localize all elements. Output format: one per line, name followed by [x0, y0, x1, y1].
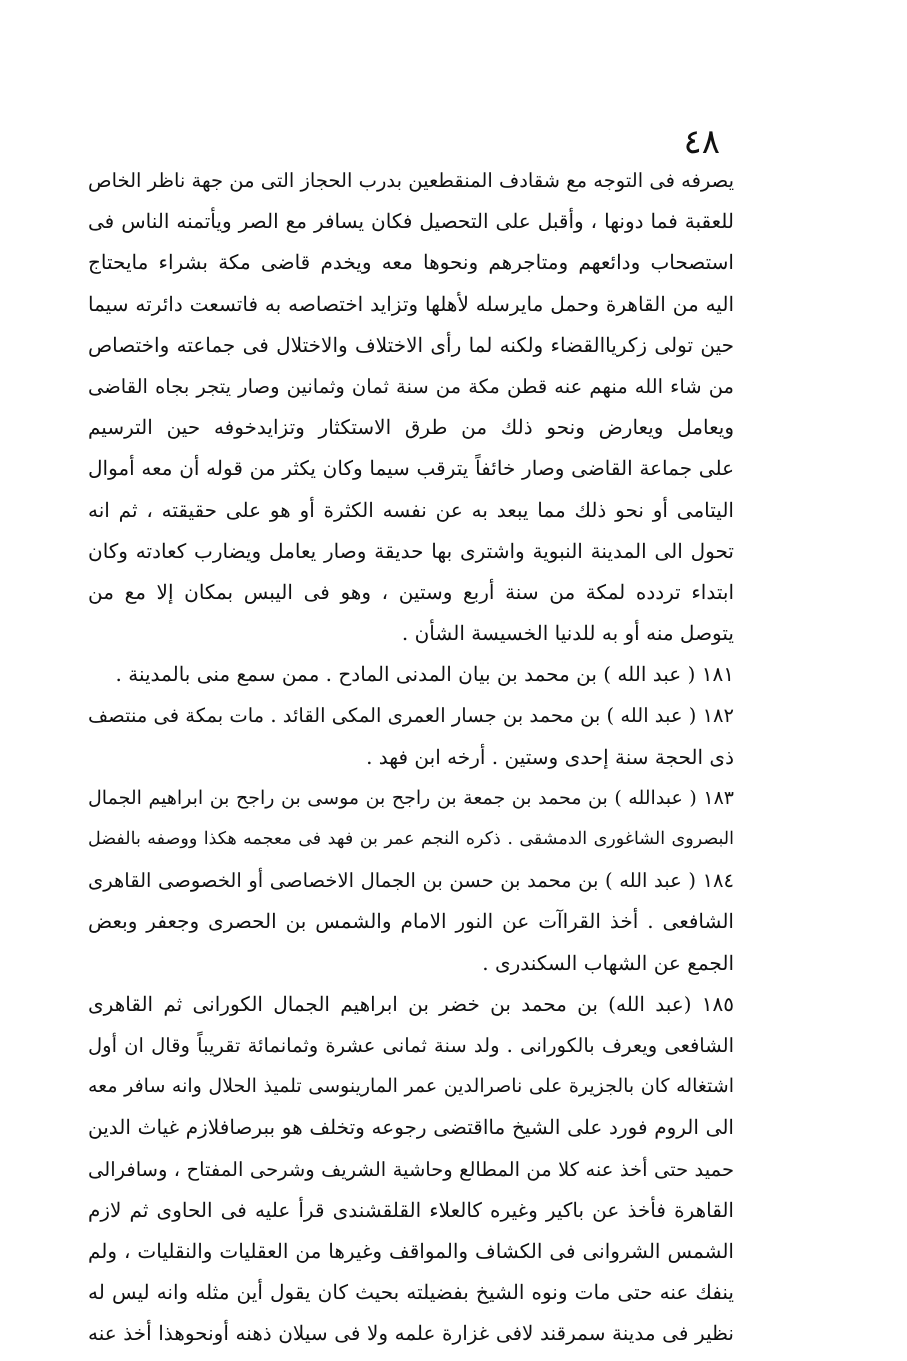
text-line: ١٨٢ ( عبد الله ) بن محمد بن جسار العمرى المكى القائد . مات بمكة فى منتصف: [88, 704, 734, 728]
text-line: للعقبة فما دونها ، وأقبل على التحصيل فكان يسافر مع الصر ويأتمنه الناس فى: [88, 209, 734, 234]
text-line: الشافعى . أخذ القراآت عن النور الامام والشمس بن الحصرى وجعفر وبعض: [88, 909, 734, 934]
text-line: اشتغاله كان بالجزيرة على ناصرالدين عمر المارينوسى تلميذ الحلال وانه سافر معه: [88, 1075, 734, 1098]
text-line: اليه من القاهرة وحمل مايرسله لأهلها وتزايد اختصاصه به فاتسعت دائرته سيما: [88, 291, 734, 316]
text-line: من شاء الله منهم عنه قطن مكة من سنة ثمان وثمانين وصار يتجر بجاه القاضى: [88, 374, 734, 398]
text-line: ١٨٥ (عبد الله) بن محمد بن خضر بن ابراهيم الجمال الكورانى ثم القاهرى: [88, 991, 734, 1016]
page-body-text: [88, 160, 734, 1354]
text-line: يصرفه فى التوجه مع شقادف المنقطعين بدرب الحجاز التى من جهة ناظر الخاص: [88, 169, 734, 192]
text-line: الشمس الشروانى فى الكشاف والمواقف وغيرها من العقليات والنقليات ، ولم: [88, 1238, 734, 1263]
text-line: ينفك عنه حتى مات ونوه الشيخ بفضيلته بحيث كان يقول أين مثله وانه ليس له: [88, 1280, 734, 1305]
text-line: الجمع عن الشهاب السكندرى .: [482, 950, 734, 975]
text-line: القاهرة فأخذ عن باكير وغيره كالعلاء القلقشندى قرأ عليه فى الحاوى ثم لازم: [88, 1197, 734, 1222]
text-line: ١٨٤ ( عبد الله ) بن محمد بن حسن بن الجمال الاخصاصى أو الخصوصى القاهرى: [88, 869, 734, 893]
text-line: على جماعة القاضى وصار خائفاً يترقب سيما وكان يكثر من قوله أن معه أموال: [88, 456, 734, 481]
text-line: اليتامى أو نحو ذلك مما يبعد به عن نفسه الكثرة أو هو على حقيقته ، ثم انه: [88, 497, 734, 522]
text-line: الشافعى ويعرف بالكورانى . ولد سنة ثمانى عشرة وثمانمائة تقريباً وقال ان أول: [88, 1033, 734, 1057]
text-line: ذى الحجة سنة إحدى وستين . أرخه ابن فهد .: [366, 744, 734, 769]
page-number: ٤٨: [683, 122, 720, 162]
text-line: يتوصل منه أو به للدنيا الخسيسة الشأن .: [401, 621, 734, 646]
text-line: ١٨١ ( عبد الله ) بن محمد بن بيان المدنى المادح . ممن سمع منى بالمدينة .: [115, 662, 734, 687]
text-line: البصروى الشاغورى الدمشقى . ذكره النجم عمر بن فهد فى معجمه هكذا ووصفه بالفضل: [88, 829, 734, 849]
text-line: ويعامل ويعارض ونحو ذلك من طرق الاستكثار وتزايدخوفه حين الترسيم: [88, 415, 734, 440]
text-line: حين تولى زكرياالقضاء ولكنه لما رأى الاختلاف والاختلال فى جماعته واختصاص: [88, 332, 734, 357]
text-line: نظير فى مدينة سمرقند لافى غزارة علمه ولا فى سيلان ذهنه أونحوهذا أخذ عنه: [88, 1321, 734, 1346]
text-line: ١٨٣ ( عبدالله ) بن محمد بن جمعة بن راجح بن موسى بن راجح بن ابراهيم الجمال: [88, 786, 734, 809]
text-line: الى الروم فورد على الشيخ مااقتضى رجوعه وتخلف هو ببرصافلازم غياث الدين: [88, 1115, 734, 1140]
text-line: حميد حتى أخذ عنه كلا من المطالع وحاشية الشريف وشرحى المفتاح ، وسافرالى: [88, 1157, 734, 1181]
text-line: ابتداء تردده لمكة من سنة أربع وستين ، وهو فى اليبس بمكان إلا مع من: [88, 579, 734, 604]
text-line: تحول الى المدينة النبوية واشترى بها حديقة وصار يعامل ويضارب كعادته وكان: [88, 538, 734, 563]
text-line: استصحاب ودائعهم ومتاجرهم ونحوها معه ويخدم قاضى مكة بشراء مايحتاج: [88, 250, 734, 275]
